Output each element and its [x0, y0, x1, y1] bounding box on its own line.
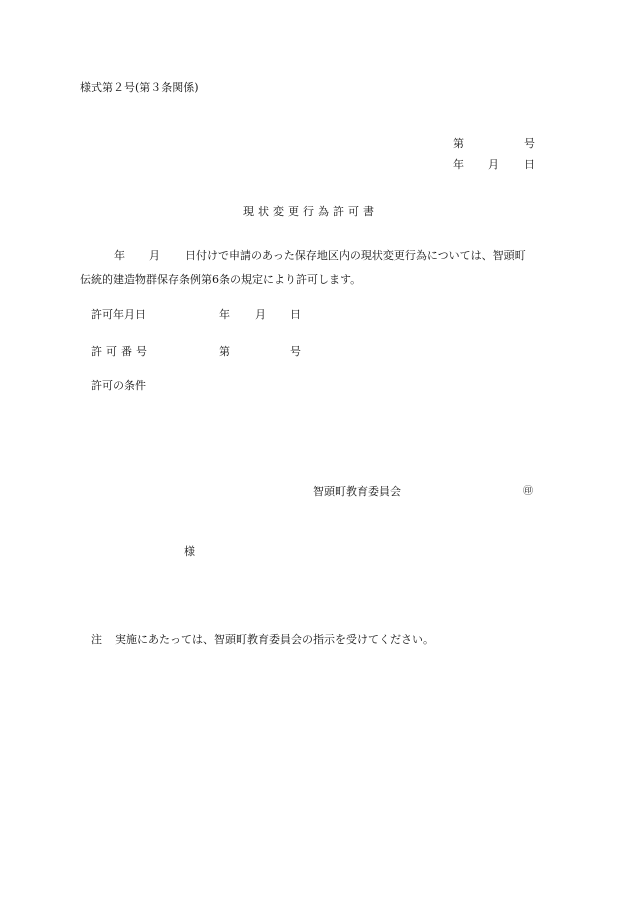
permit-date-month: 月	[255, 308, 266, 321]
issuer-name: 智頭町教育委員会	[313, 485, 401, 498]
document-number-prefix: 第	[453, 137, 464, 150]
permit-date-day: 日	[290, 308, 301, 321]
note-label: 注	[91, 633, 102, 646]
body-line-2: 伝統的建造物群保存条例第6条の規定により許可します。	[80, 273, 362, 286]
form-number: 様式第２号(第３条関係)	[80, 81, 199, 94]
permit-number-prefix: 第	[219, 345, 230, 358]
body-year: 年	[114, 249, 125, 262]
issue-date-year: 年	[453, 158, 464, 171]
document-title: 現状変更行為許可書	[243, 205, 378, 218]
body-month: 月	[149, 249, 160, 262]
permit-date-year: 年	[219, 308, 230, 321]
body-line-1-text: 日付けで申請のあった保存地区内の現状変更行為については、智頭町	[185, 249, 526, 262]
permit-number-label: 許可番号	[91, 345, 151, 358]
note-text: 実施にあたっては、智頭町教育委員会の指示を受けてください。	[115, 633, 434, 646]
issue-date-day: 日	[524, 158, 535, 171]
issue-date-month: 月	[488, 158, 499, 171]
permit-number-suffix: 号	[290, 345, 301, 358]
document-number-suffix: 号	[524, 137, 535, 150]
permit-date-label: 許可年月日	[91, 308, 146, 321]
addressee-honorific: 様	[184, 545, 195, 558]
seal-mark: ㊞	[523, 486, 533, 497]
permit-conditions-label: 許可の条件	[91, 379, 146, 392]
